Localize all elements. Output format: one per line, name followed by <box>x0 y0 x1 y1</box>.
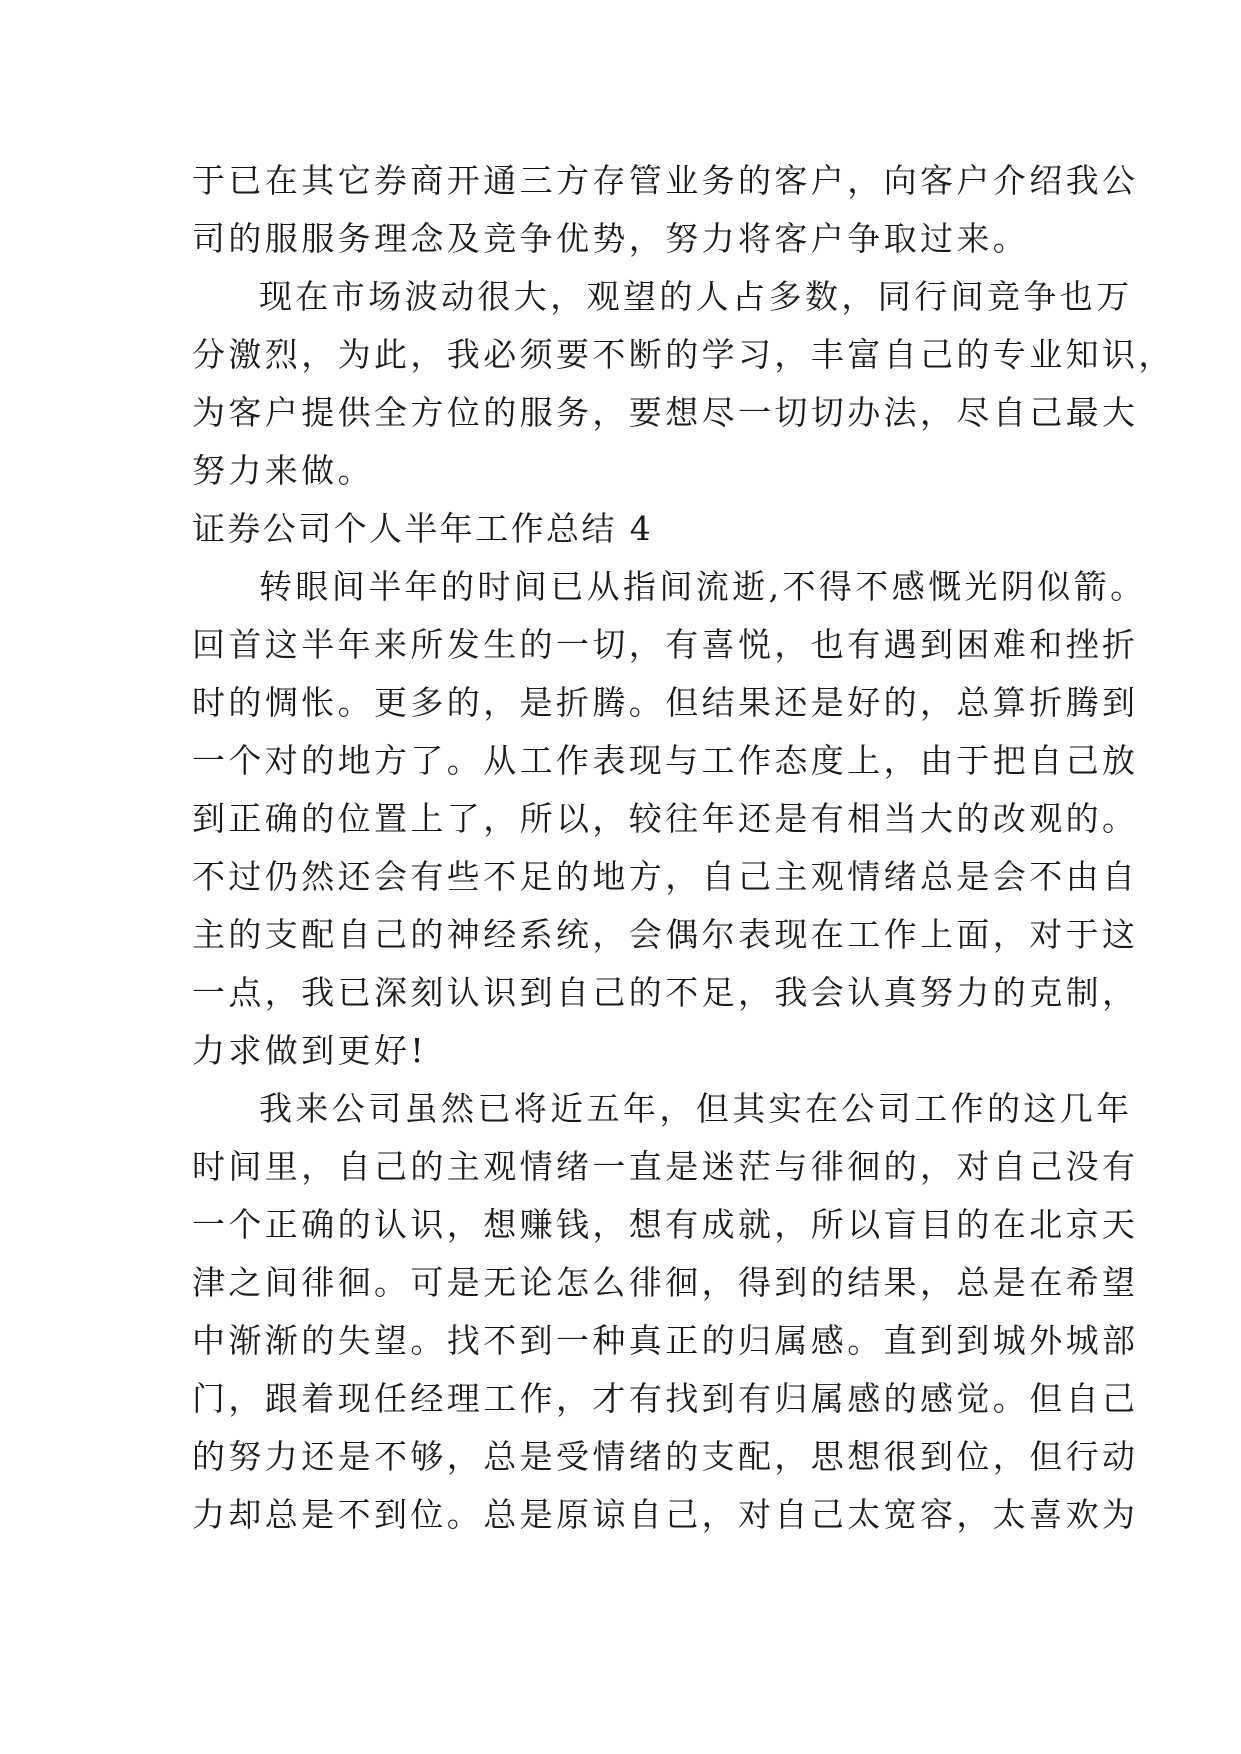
paragraph-market <box>192 268 1175 500</box>
text-line: 中渐渐的失望。找不到一种真正的归属感。直到到城外城部 <box>192 1321 1139 1360</box>
text-line: 的努力还是不够，总是受情绪的支配，思想很到位，但行动 <box>192 1437 1139 1476</box>
paragraph-experience <box>192 1080 1139 1544</box>
text-line: 力却总是不到位。总是原谅自己，对自己太宽容，太喜欢为 <box>192 1495 1139 1534</box>
text-line: 现在市场波动很大，观望的人占多数，同行间竞争也万 <box>259 277 1133 316</box>
text-line: 主的支配自己的神经系统，会偶尔表现在工作上面，对于这 <box>192 915 1139 954</box>
text-line: 我来公司虽然已将近五年，但其实在公司工作的这几年 <box>259 1089 1133 1128</box>
text-line: 门，跟着现任经理工作，才有找到有归属感的感觉。但自己 <box>192 1379 1139 1418</box>
paragraph-review <box>192 558 1147 1080</box>
text-line: 一个对的地方了。从工作表现与工作态度上，由于把自己放 <box>192 741 1139 780</box>
text-line: 时的惆怅。更多的，是折腾。但结果还是好的，总算折腾到 <box>192 683 1139 722</box>
text-line: 一点，我已深刻认识到自己的不足，我会认真努力的克制， <box>192 973 1139 1012</box>
text-line: 为客户提供全方位的服务，要想尽一切切办法，尽自己最大 <box>192 393 1139 432</box>
text-line: 一个正确的认识，想赚钱，想有成就，所以盲目的在北京天 <box>192 1205 1139 1244</box>
text-line: 津之间徘徊。可是无论怎么徘徊，得到的结果，总是在希望 <box>192 1263 1139 1302</box>
text-line: 于已在其它券商开通三方存管业务的客户，向客户介绍我公 <box>192 161 1139 200</box>
text-line: 分激烈，为此，我必须要不断的学习，丰富自己的专业知识， <box>192 335 1175 374</box>
text-line: 力求做到更好! <box>192 1031 428 1070</box>
text-line: 到正确的位置上了，所以，较往年还是有相当大的改观的。 <box>192 799 1139 838</box>
text-line: 努力来做。 <box>192 451 374 490</box>
text-line: 时间里，自己的主观情绪一直是迷茫与徘徊的，对自己没有 <box>192 1147 1139 1186</box>
document-body <box>192 152 1175 1544</box>
paragraph-continuation <box>192 152 1139 268</box>
text-line: 回首这半年来所发生的一切，有喜悦，也有遇到困难和挫折 <box>192 625 1139 664</box>
section-heading: 证券公司个人半年工作总结 4 <box>192 509 654 548</box>
text-line: 司的服服务理念及竞争优势，努力将客户争取过来。 <box>192 219 1030 258</box>
text-line: 不过仍然还会有些不足的地方，自己主观情绪总是会不由自 <box>192 857 1139 896</box>
text-line: 转眼间半年的时间已从指间流逝,不得不感慨光阴似箭。 <box>259 567 1147 606</box>
